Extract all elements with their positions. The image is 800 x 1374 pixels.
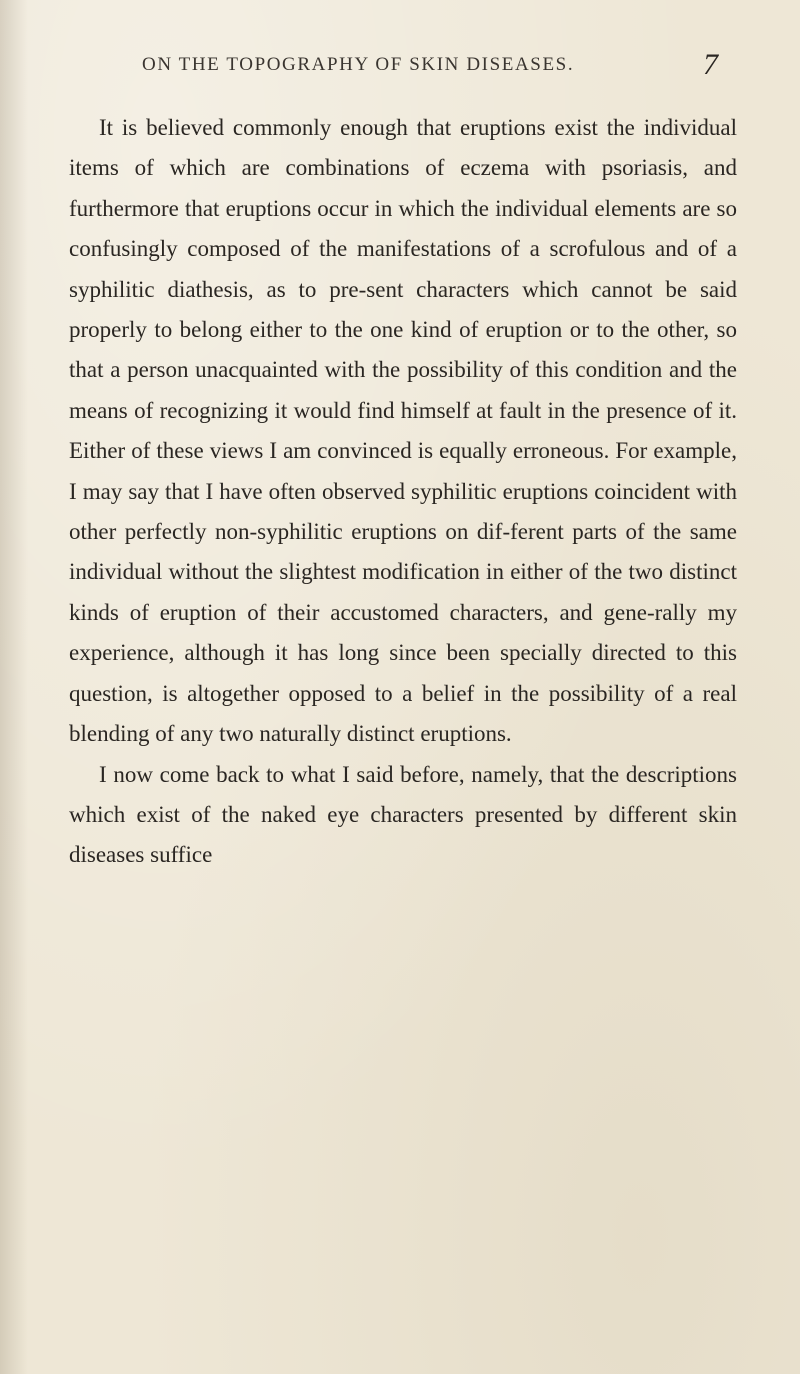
paragraph-1: It is believed commonly enough that eruptions exist the individual items of which are combinations of eczema with psoriasis, and furthermore that eruptions occur in which the individual elements are so confusingly composed of the manifestations of a scrofulous and of a syphilitic diathesis, as to pre-sent characters which cannot be said properly to belong either to the one kind of eruption or to the other, so that a person unacquainted with the possibility of this condition and the means of recognizing it would find himself at fault in the presence of it. Either of these views I am convinced is equally erroneous. For example, I may say that I have often observed syphilitic eruptions coincident with other perfectly non-syphilitic eruptions on dif-ferent parts of the same individual without the slightest modification in either of the two distinct kinds of eruption of their accustomed characters, and gene-rally my experience, although it has long since been specially directed to this question, is altogether opposed to a belief in the possibility of a real blending of any two naturally distinct eruptions.	[69, 115, 737, 747]
paragraph-2: I now come back to what I said before, namely, that the descriptions which exist of the naked eye characters presented by different skin diseases suffice	[69, 761, 737, 868]
running-head	[108, 48, 718, 88]
running-title: ON THE TOPOGRAPHY OF SKIN DISEASES.	[142, 54, 575, 75]
page-number: 7	[703, 48, 718, 81]
spine-shadow	[0, 0, 28, 1374]
body-text	[69, 108, 737, 876]
